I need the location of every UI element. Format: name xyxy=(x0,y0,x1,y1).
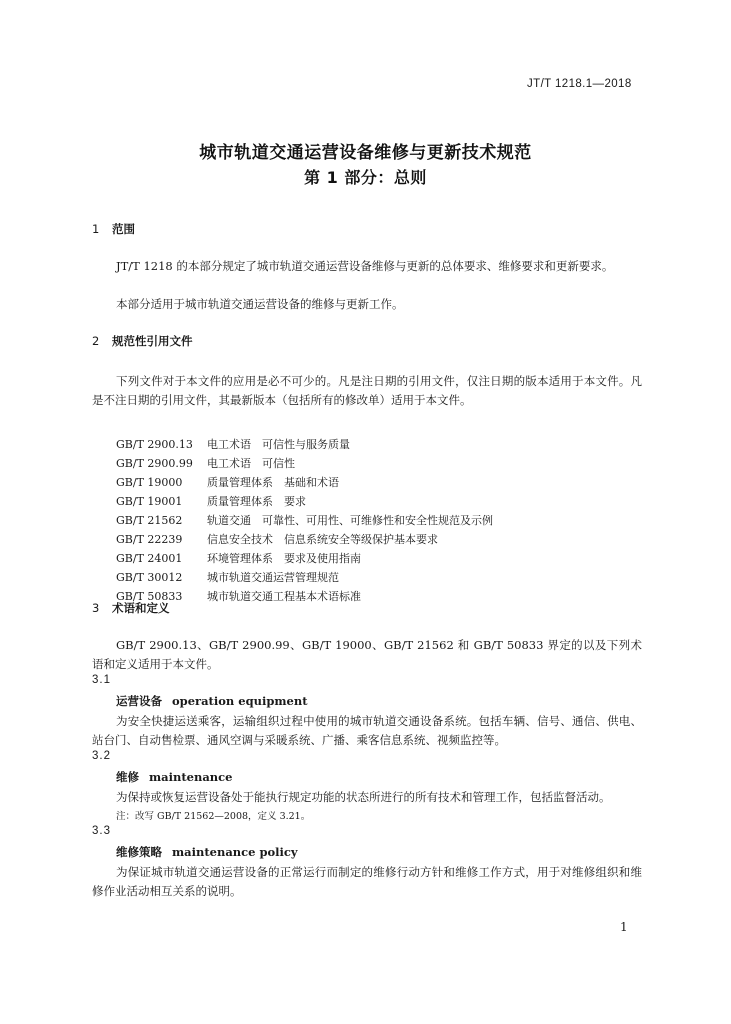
reference-code: GB/T 19001 xyxy=(116,495,183,508)
section-heading-terms-and-definitions xyxy=(92,600,170,616)
section-title: 术语和定义 xyxy=(112,601,170,615)
reference-code: GB/T 22239 xyxy=(116,533,183,546)
term-chinese: 维修策略 xyxy=(116,845,162,859)
reference-title: 质量管理体系 要求 xyxy=(207,495,306,508)
reference-title: 轨道交通 可靠性、可用性、可维修性和安全性规范及示例 xyxy=(207,514,493,527)
reference-title: 城市轨道交通运营管理规范 xyxy=(207,571,339,584)
reference-item xyxy=(116,587,493,606)
section-heading-scope xyxy=(92,221,135,237)
term-entry xyxy=(116,844,298,860)
references-intro: 下列文件对于本文件的应用是必不可少的。凡是注日期的引用文件，仅注日期的版本适用于本文件。凡是不注日期的引用文件，其最新版本（包括所有的修改单）适用于本文件。 xyxy=(92,374,642,407)
scope-paragraph-2: 本部分适用于城市轨道交通运营设备的维修与更新工作。 xyxy=(116,297,404,311)
reference-title: 质量管理体系 基础和术语 xyxy=(207,476,339,489)
reference-item xyxy=(116,454,493,473)
document-title: 城市轨道交通运营设备维修与更新技术规范 xyxy=(199,143,532,163)
term-entry xyxy=(116,769,232,785)
reference-code: GB/T 50833 xyxy=(116,590,183,603)
standard-code: JT/T 1218.1—2018 xyxy=(527,78,632,90)
terms-intro: GB/T 2900.13、GB/T 2900.99、GB/T 19000、GB/T 21562 和 GB/T 50833 界定的以及下列术语和定义适用于本文件。 xyxy=(92,638,642,671)
reference-title: 环境管理体系 要求及使用指南 xyxy=(207,552,361,565)
reference-code: GB/T 30012 xyxy=(116,571,183,584)
clause-number: 3.2 xyxy=(92,750,111,762)
section-heading-normative-references xyxy=(92,333,193,349)
reference-title: 电工术语 可信性 xyxy=(207,457,295,470)
section-number: 2 xyxy=(92,334,100,348)
reference-code: GB/T 2900.13 xyxy=(116,438,193,451)
term-english: operation equipment xyxy=(172,694,308,708)
reference-item xyxy=(116,568,493,587)
document-subtitle: 第 1 部分：总则 xyxy=(304,168,427,187)
reference-code: GB/T 2900.99 xyxy=(116,457,193,470)
reference-title: 信息安全技术 信息系统安全等级保护基本要求 xyxy=(207,533,438,546)
clause-number: 3.3 xyxy=(92,825,111,837)
term-english: maintenance policy xyxy=(172,845,298,859)
reference-item xyxy=(116,549,493,568)
reference-item xyxy=(116,530,493,549)
reference-item xyxy=(116,473,493,492)
reference-code: GB/T 24001 xyxy=(116,552,183,565)
clause-number: 3.1 xyxy=(92,674,111,686)
reference-code: GB/T 21562 xyxy=(116,514,183,527)
reference-item xyxy=(116,492,493,511)
term-english: maintenance xyxy=(149,770,233,784)
scope-paragraph-1: JT/T 1218 的本部分规定了城市轨道交通运营设备维修与更新的总体要求、维修要求和更新要求。 xyxy=(116,259,614,273)
term-definition: 为保证城市轨道交通运营设备的正常运行而制定的维修行动方针和维修工作方式，用于对维修组织和维修作业活动相互关系的说明。 xyxy=(92,865,642,898)
reference-code: GB/T 19000 xyxy=(116,476,183,489)
term-chinese: 运营设备 xyxy=(116,694,162,708)
term-note: 注：改写 GB/T 21562—2008，定义 3.21。 xyxy=(116,811,311,822)
term-entry xyxy=(116,693,308,709)
reference-title: 城市轨道交通工程基本术语标准 xyxy=(207,590,361,603)
term-definition: 为保持或恢复运营设备处于能执行规定功能的状态所进行的所有技术和管理工作，包括监督活动。 xyxy=(116,790,611,804)
term-definition: 为安全快捷运送乘客，运输组织过程中使用的城市轨道交通设备系统。包括车辆、信号、通信、供电、站台门、自动售检票、通风空调与采暖系统、广播、乘客信息系统、视频监控等。 xyxy=(92,714,642,747)
section-title: 范围 xyxy=(112,222,135,236)
section-number: 1 xyxy=(92,222,100,236)
reference-title: 电工术语 可信性与服务质量 xyxy=(207,438,350,451)
term-chinese: 维修 xyxy=(116,770,139,784)
section-number: 3 xyxy=(92,601,100,615)
reference-item xyxy=(116,435,493,454)
section-title: 规范性引用文件 xyxy=(112,334,193,348)
page-number: 1 xyxy=(620,920,628,934)
reference-list xyxy=(116,435,493,606)
reference-item xyxy=(116,511,493,530)
